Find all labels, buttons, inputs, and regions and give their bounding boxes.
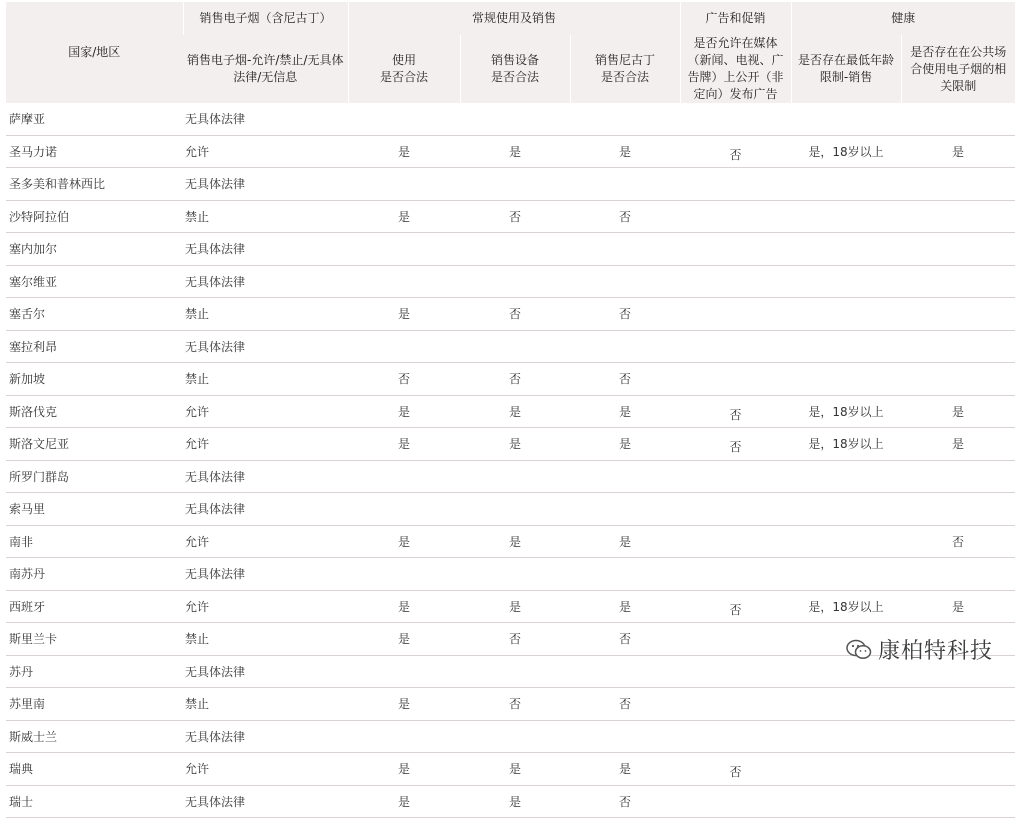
public-limit-cell: 否: [901, 525, 1015, 558]
sell-device-cell: [460, 330, 570, 363]
country-cell: 新加坡: [6, 363, 183, 396]
use-cell: 是: [348, 525, 460, 558]
sell-device-cell: 是: [460, 135, 570, 168]
header-row-groups: [6, 2, 1015, 35]
sell-nicotine-cell: [570, 330, 680, 363]
ads-cell: [680, 233, 791, 266]
public-limit-cell: [901, 265, 1015, 298]
use-cell: [348, 493, 460, 526]
sell-nicotine-cell: 是: [570, 135, 680, 168]
country-cell: 斯洛文尼亚: [6, 428, 183, 461]
sales-status-cell: 禁止: [183, 363, 348, 396]
use-cell: [348, 103, 460, 135]
age-limit-cell: [791, 720, 901, 753]
use-cell: 是: [348, 135, 460, 168]
sales-status-cell: 无具体法律: [183, 720, 348, 753]
age-limit-cell: [791, 493, 901, 526]
sell-device-cell: 是: [460, 395, 570, 428]
watermark: [846, 634, 993, 665]
age-limit-cell: [791, 363, 901, 396]
sales-status-cell: 允许: [183, 395, 348, 428]
sell-device-cell: 否: [460, 363, 570, 396]
sell-nicotine-cell: [570, 265, 680, 298]
sell-device-cell: [460, 233, 570, 266]
public-limit-cell: [901, 720, 1015, 753]
sales-status-cell: 禁止: [183, 688, 348, 721]
watermark-text: 康柏特科技: [877, 639, 993, 664]
public-limit-cell: [901, 233, 1015, 266]
public-limit-cell: [901, 298, 1015, 331]
use-cell: 是: [348, 298, 460, 331]
sell-nicotine-cell: 是: [570, 525, 680, 558]
country-cell: 圣马力诺: [6, 135, 183, 168]
table-row: [6, 298, 1015, 331]
header-ads-allowed: 是否允许在媒体（新闻、电视、广告牌）上公开（非定向）发布广告: [680, 35, 791, 103]
sell-nicotine-cell: 否: [570, 298, 680, 331]
header-sell-device: 销售设备 是否合法: [460, 35, 570, 103]
ads-cell: [680, 525, 791, 558]
sell-nicotine-cell: 是: [570, 753, 680, 786]
sell-device-cell: [460, 103, 570, 135]
public-limit-cell: [901, 103, 1015, 135]
header-country: 国家/地区: [6, 2, 183, 103]
public-limit-cell: [901, 688, 1015, 721]
use-cell: 是: [348, 623, 460, 656]
age-limit-cell: 是，18岁以上: [791, 395, 901, 428]
public-limit-cell: [901, 330, 1015, 363]
age-limit-cell: [791, 200, 901, 233]
sell-nicotine-cell: 是: [570, 395, 680, 428]
header-sales-ecig-status: 销售电子烟-允许/禁止/无具体法律/无信息: [183, 35, 348, 103]
ads-cell: [680, 720, 791, 753]
sell-nicotine-cell: [570, 558, 680, 591]
country-cell: 南苏丹: [6, 558, 183, 591]
sell-device-cell: [460, 720, 570, 753]
table-row: [6, 168, 1015, 201]
country-cell: 塞舌尔: [6, 298, 183, 331]
sell-nicotine-cell: [570, 655, 680, 688]
public-limit-cell: [901, 168, 1015, 201]
sell-nicotine-cell: [570, 233, 680, 266]
sell-device-cell: [460, 558, 570, 591]
public-limit-cell: [901, 785, 1015, 818]
table-row: [6, 688, 1015, 721]
use-cell: [348, 233, 460, 266]
table-row: [6, 330, 1015, 363]
country-cell: 所罗门群岛: [6, 460, 183, 493]
header-public-limit: 是否存在在公共场合使用电子烟的相关限制: [901, 35, 1015, 103]
age-limit-cell: 是，18岁以上: [791, 428, 901, 461]
ads-cell: [680, 558, 791, 591]
header-age-limit: 是否存在最低年龄限制-销售: [791, 35, 901, 103]
table-row: [6, 265, 1015, 298]
header-group-sales-ecig: 销售电子烟（含尼古丁）: [183, 2, 348, 35]
country-cell: 塞内加尔: [6, 233, 183, 266]
table-row: [6, 460, 1015, 493]
country-cell: 瑞士: [6, 785, 183, 818]
ads-cell: 否: [680, 590, 791, 623]
table-row: [6, 428, 1015, 461]
header-use: 使用 是否合法: [348, 35, 460, 103]
table-row: [6, 103, 1015, 135]
sell-device-cell: 是: [460, 428, 570, 461]
ads-cell: [680, 493, 791, 526]
table-row: [6, 363, 1015, 396]
sales-status-cell: 无具体法律: [183, 655, 348, 688]
sell-device-cell: [460, 168, 570, 201]
public-limit-cell: 是: [901, 590, 1015, 623]
age-limit-cell: [791, 103, 901, 135]
sales-status-cell: 无具体法律: [183, 785, 348, 818]
sell-device-cell: 是: [460, 785, 570, 818]
public-limit-cell: 是: [901, 395, 1015, 428]
use-cell: 是: [348, 688, 460, 721]
ads-cell: [680, 330, 791, 363]
age-limit-cell: [791, 688, 901, 721]
sales-status-cell: 禁止: [183, 200, 348, 233]
use-cell: [348, 558, 460, 591]
country-cell: 萨摩亚: [6, 103, 183, 135]
sell-device-cell: 否: [460, 688, 570, 721]
table-row: [6, 720, 1015, 753]
sell-device-cell: [460, 460, 570, 493]
sales-status-cell: 无具体法律: [183, 460, 348, 493]
use-cell: 是: [348, 590, 460, 623]
sell-nicotine-cell: 是: [570, 590, 680, 623]
sell-nicotine-cell: [570, 103, 680, 135]
sell-nicotine-cell: 否: [570, 785, 680, 818]
sell-device-cell: 否: [460, 200, 570, 233]
table-row: [6, 525, 1015, 558]
sales-status-cell: 允许: [183, 753, 348, 786]
sell-device-cell: 是: [460, 525, 570, 558]
ads-cell: [680, 785, 791, 818]
sales-status-cell: 允许: [183, 428, 348, 461]
use-cell: 是: [348, 395, 460, 428]
age-limit-cell: [791, 265, 901, 298]
header-sell-nicotine: 销售尼古丁 是否合法: [570, 35, 680, 103]
sell-nicotine-cell: [570, 720, 680, 753]
sell-device-cell: [460, 265, 570, 298]
age-limit-cell: [791, 753, 901, 786]
sell-device-cell: [460, 655, 570, 688]
country-cell: 沙特阿拉伯: [6, 200, 183, 233]
header-group-ads: 广告和促销: [680, 2, 791, 35]
sell-nicotine-cell: 否: [570, 623, 680, 656]
sales-status-cell: 允许: [183, 590, 348, 623]
age-limit-cell: [791, 525, 901, 558]
use-cell: 否: [348, 363, 460, 396]
ads-cell: [680, 200, 791, 233]
table-row: [6, 395, 1015, 428]
use-cell: [348, 655, 460, 688]
table-row: [6, 590, 1015, 623]
sales-status-cell: 无具体法律: [183, 233, 348, 266]
table-row: [6, 233, 1015, 266]
ads-cell: [680, 363, 791, 396]
age-limit-cell: [791, 558, 901, 591]
ads-cell: [680, 688, 791, 721]
sales-status-cell: 无具体法律: [183, 168, 348, 201]
country-cell: 塞拉利昂: [6, 330, 183, 363]
sell-nicotine-cell: 是: [570, 428, 680, 461]
sell-device-cell: 是: [460, 590, 570, 623]
country-cell: 苏里南: [6, 688, 183, 721]
sell-nicotine-cell: 否: [570, 200, 680, 233]
country-cell: 西班牙: [6, 590, 183, 623]
public-limit-cell: [901, 558, 1015, 591]
sales-status-cell: 无具体法律: [183, 265, 348, 298]
ads-cell: [680, 168, 791, 201]
sales-status-cell: 无具体法律: [183, 558, 348, 591]
country-cell: 索马里: [6, 493, 183, 526]
sales-status-cell: 禁止: [183, 298, 348, 331]
ads-cell: [680, 103, 791, 135]
public-limit-cell: [901, 460, 1015, 493]
use-cell: [348, 265, 460, 298]
public-limit-cell: [901, 200, 1015, 233]
sales-status-cell: 允许: [183, 525, 348, 558]
sell-nicotine-cell: 否: [570, 363, 680, 396]
table-row: [6, 753, 1015, 786]
use-cell: [348, 330, 460, 363]
public-limit-cell: 是: [901, 428, 1015, 461]
country-cell: 瑞典: [6, 753, 183, 786]
age-limit-cell: [791, 298, 901, 331]
ads-cell: 否: [680, 753, 791, 786]
use-cell: [348, 720, 460, 753]
age-limit-cell: [791, 168, 901, 201]
sales-status-cell: 无具体法律: [183, 330, 348, 363]
public-limit-cell: 是: [901, 135, 1015, 168]
ads-cell: [680, 298, 791, 331]
table-row: [6, 785, 1015, 818]
use-cell: [348, 460, 460, 493]
sales-status-cell: 允许: [183, 135, 348, 168]
public-limit-cell: [901, 363, 1015, 396]
header-group-health: 健康: [791, 2, 1015, 35]
ads-cell: 否: [680, 395, 791, 428]
use-cell: 是: [348, 428, 460, 461]
ads-cell: [680, 265, 791, 298]
table-row: [6, 135, 1015, 168]
age-limit-cell: [791, 785, 901, 818]
country-cell: 圣多美和普林西比: [6, 168, 183, 201]
ads-cell: [680, 623, 791, 656]
country-cell: 苏丹: [6, 655, 183, 688]
table-body: [6, 103, 1015, 818]
public-limit-cell: [901, 753, 1015, 786]
ads-cell: 否: [680, 135, 791, 168]
sell-nicotine-cell: [570, 168, 680, 201]
table-row: [6, 200, 1015, 233]
use-cell: 是: [348, 785, 460, 818]
use-cell: 是: [348, 753, 460, 786]
sell-device-cell: 否: [460, 298, 570, 331]
country-cell: 斯里兰卡: [6, 623, 183, 656]
table-row: [6, 493, 1015, 526]
sales-status-cell: 禁止: [183, 623, 348, 656]
sales-status-cell: 无具体法律: [183, 103, 348, 135]
use-cell: [348, 168, 460, 201]
use-cell: 是: [348, 200, 460, 233]
sell-nicotine-cell: [570, 460, 680, 493]
public-limit-cell: [901, 493, 1015, 526]
age-limit-cell: 是，18岁以上: [791, 590, 901, 623]
sell-device-cell: 否: [460, 623, 570, 656]
sell-nicotine-cell: [570, 493, 680, 526]
sell-nicotine-cell: 否: [570, 688, 680, 721]
age-limit-cell: [791, 460, 901, 493]
sales-status-cell: 无具体法律: [183, 493, 348, 526]
country-cell: 塞尔维亚: [6, 265, 183, 298]
country-cell: 南非: [6, 525, 183, 558]
country-cell: 斯洛伐克: [6, 395, 183, 428]
age-limit-cell: 是，18岁以上: [791, 135, 901, 168]
age-limit-cell: [791, 330, 901, 363]
ads-cell: 否: [680, 428, 791, 461]
sell-device-cell: 是: [460, 753, 570, 786]
table-row: [6, 558, 1015, 591]
wechat-icon: [846, 639, 872, 661]
ecig-regulation-table: [6, 2, 1015, 818]
age-limit-cell: [791, 233, 901, 266]
sell-device-cell: [460, 493, 570, 526]
ads-cell: [680, 460, 791, 493]
country-cell: 斯威士兰: [6, 720, 183, 753]
header-group-regular: 常规使用及销售: [348, 2, 680, 35]
ads-cell: [680, 655, 791, 688]
